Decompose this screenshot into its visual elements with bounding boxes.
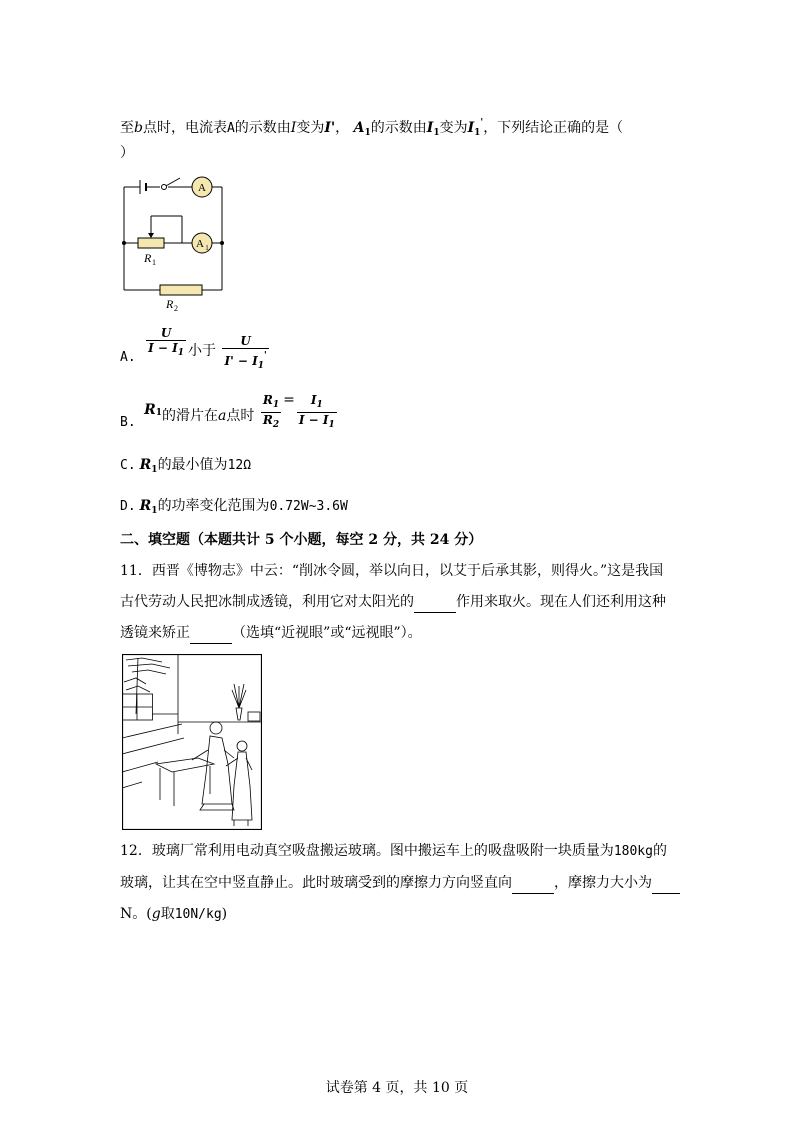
option-a-label: A. [120,350,136,365]
q12-blank-1[interactable] [512,873,554,894]
q11-blank-2[interactable] [190,623,232,644]
q11-blank-1[interactable] [414,592,456,613]
option-a: A. $\frac{U}{I - I_1}$ 小于 $\frac{U}{I' - I_1'}$ [120,326,267,371]
option-b-label: B. [120,415,136,430]
q11-line1: 11．西晋《博物志》中云：“削冰令圆，举以向日，以艾于后承其影，则得火。”这是我国 [120,563,664,579]
q12-line3: N。(g取10N/kg) [120,906,228,922]
option-c-label: C. [120,458,136,473]
option-c: C. $R_1$的最小值为12Ω [120,457,252,475]
r1-label-sub: 1 [152,258,156,267]
resistor-r1 [138,238,164,248]
ammeter-a1-sub: 1 [205,244,209,252]
r1-label: R [144,251,152,265]
option-b: B. $R_1$的滑片在a点时 $\frac{R_1}{R_2}$ = $\frac{I_1}{I - I_1}$ [120,392,335,430]
q11-line3: 透镜来矫正 （选填“近视眼”或“远视眼”）。 [120,623,422,644]
q11-line2: 古代劳动人民把冰制成透镜，利用它对太阳光的 作用来取火。现在人们还利用这种 [120,592,666,613]
option-d-label: D. [120,499,136,514]
resistor-r2 [160,285,202,295]
junction-left [122,241,126,245]
q12-line2: 玻璃，让其在空中竖直静止。此时玻璃受到的摩擦力方向竖直向 ，摩擦力大小为 [120,873,680,894]
junction-right [220,241,224,245]
option-d: D. $R_1$的功率变化范围为0.72W~3.6W [120,498,348,516]
q10-stem-line2: ） [120,145,134,161]
circuit-diagram [118,172,230,312]
q12-line1: 12．玻璃厂常利用电动真空吸盘搬运玻璃。图中搬运车上的吸盘吸附一块质量为180kg的 [120,843,667,859]
section-2-title: 二、填空题（本题共计 5 个小题，每空 2 分，共 24 分） [120,532,483,548]
slider-arrow [148,233,154,238]
q12-blank-2[interactable] [652,873,680,894]
option-a-fraction-1: $\frac{U}{I - I_1}$ [148,326,185,358]
page-footer: 试卷第 4 页，共 10 页 [325,1080,469,1096]
option-b-fraction-right: $\frac{I_1}{I - I_1}$ [298,393,335,430]
q11-illustration [122,654,262,830]
ammeter-a1-label: A [196,238,204,250]
r2-label-sub: 2 [174,304,178,312]
switch-pivot [162,185,167,190]
r2-label: R [166,297,174,311]
q10-stem-line1: 至b点时，电流表A的示数由I变为I'， $A_1$的示数由$I_1$变为$I_1'$，下列结论正确的是（ [120,118,624,138]
option-b-fraction-left: $\frac{R_1}{R_2}$ [262,393,280,430]
option-a-fraction-2: $\frac{U}{I' - I_1'}$ [224,334,267,371]
ammeter-a-label: A [198,182,206,194]
